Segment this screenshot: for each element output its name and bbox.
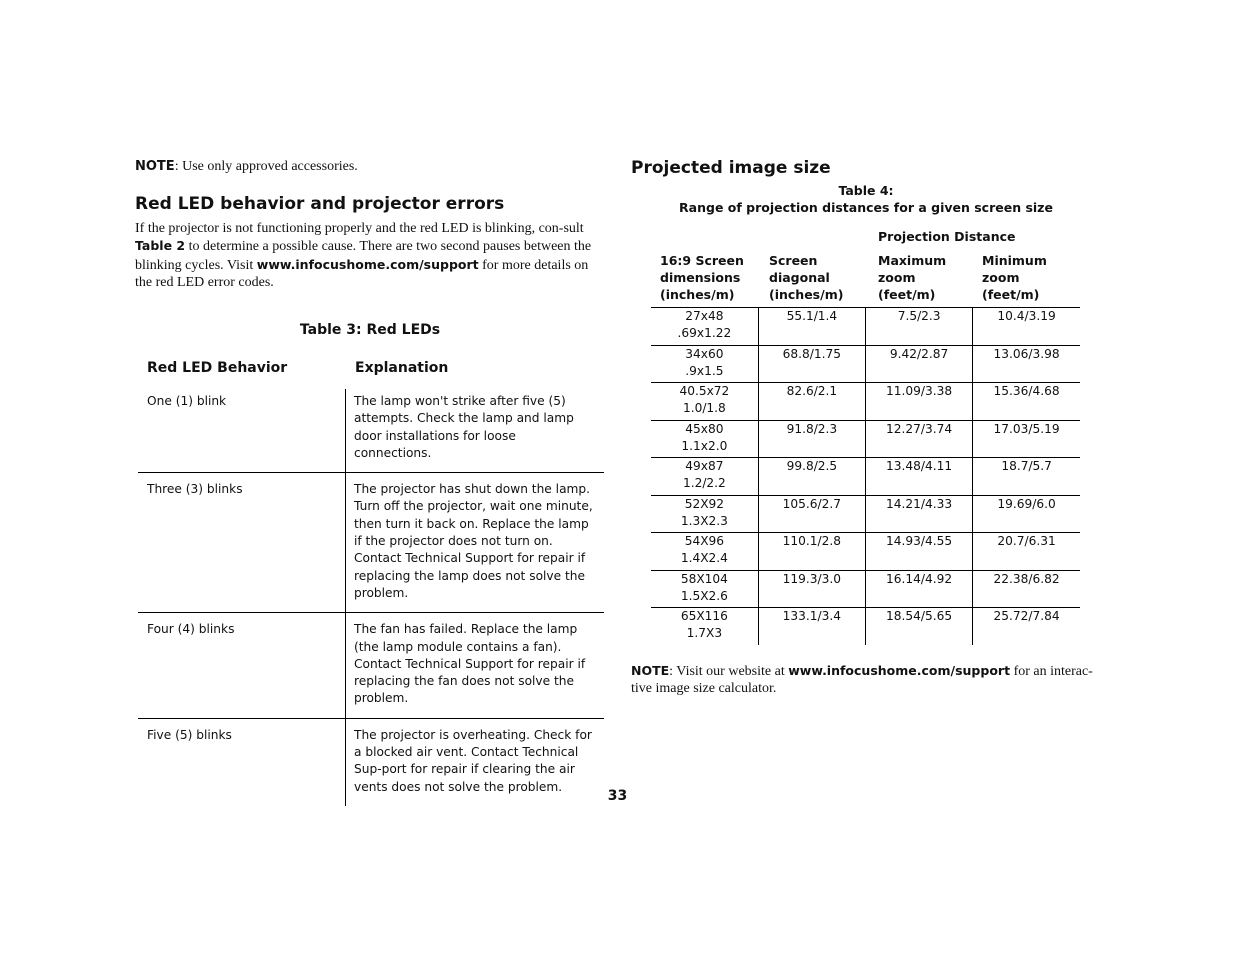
table-4-caption-line1: Table 4: [838,183,894,198]
min-zoom-cell: 13.06/3.98 [973,345,1080,383]
projection-distance-header: Projection Distance [878,229,1016,244]
col-header-line: diagonal [769,270,830,285]
led-behavior-cell: One (1) blink [147,394,227,408]
col-header-line: (inches/m) [660,287,735,302]
min-zoom-cell: 10.4/3.19 [973,308,1080,346]
led-explanation-cell: The lamp won't strike after five (5) attempts. Check the lamp and lamp door installations for loose connections. [346,389,605,473]
dimensions-meters: 1.0/1.8 [682,401,726,416]
max-zoom-cell: 14.93/4.55 [866,533,973,571]
col-header-line: Screen [769,253,818,268]
table-row [138,389,604,473]
col-header-line: (feet/m) [982,287,1040,302]
led-explanation-cell: The fan has failed. Replace the lamp (the lamp module contains a fan). Contact Technical Support for repair if replacing the fan does not solve the problem. [346,613,605,718]
table-3-caption: Table 3: Red LEDs [299,322,441,338]
table-row [651,383,1080,421]
led-behavior-cell: Three (3) blinks [138,473,346,613]
table-4-caption-line2: Range of projection distances for a given screen size [679,200,1053,215]
diagonal-cell: 91.8/2.3 [758,420,865,458]
max-zoom-cell: 9.42/2.87 [866,345,973,383]
section-heading-red-led: Red LED behavior and projector errors [135,194,505,214]
note-accessories [135,159,358,175]
col-header-line: Maximum [878,253,947,268]
min-zoom-cell: 19.69/6.0 [973,495,1080,533]
min-zoom-cell: 18.7/5.7 [973,458,1080,496]
col-header-line: 16:9 Screen [660,253,744,268]
para-table-ref: Table 2 [135,238,186,254]
dimensions-cell [651,533,758,571]
dimensions-inches: 54X96 [684,534,725,548]
dimensions-cell [651,383,758,421]
min-zoom-cell: 20.7/6.31 [973,533,1080,571]
note-text-1: : Visit our website at [669,664,789,679]
diagonal-cell: 99.8/2.5 [758,458,865,496]
para-text-2: to determine a possible cause. There are two second pauses between the blinking cycles. Visit [135,239,592,273]
table-row [651,608,1080,645]
diagonal-cell: 110.1/2.8 [758,533,865,571]
table-row [138,613,604,718]
max-zoom-cell: 13.48/4.11 [866,458,973,496]
note-calculator [631,662,1106,698]
dimensions-cell [651,495,758,533]
table-row [651,420,1080,458]
para-text-1: If the projector is not functioning properly and the red LED is blinking, con-sult [135,221,584,236]
col-header-line: dimensions [660,270,741,285]
led-behavior-cell: Four (4) blinks [138,613,346,718]
col-header-line: zoom [982,270,1020,285]
dimensions-inches: 34x60 [685,346,724,361]
para-support-url: www.infocushome.com/support [256,256,479,272]
note-label: NOTE [631,663,670,678]
min-zoom-cell: 25.72/7.84 [973,608,1080,645]
diagonal-cell: 68.8/1.75 [758,345,865,383]
min-zoom-cell: 15.36/4.68 [973,383,1080,421]
min-zoom-cell: 22.38/6.82 [973,570,1080,608]
page-number: 33 [607,788,628,804]
dimensions-cell [651,608,758,645]
dimensions-inches: 45x80 [685,421,724,436]
led-explanation-cell: The projector is overheating. Check for a blocked air vent. Contact Technical Sup-port for repair if clearing the air vents does not solve the problem. [346,718,605,806]
dimensions-cell [651,458,758,496]
table-row [651,495,1080,533]
note-text: : Use only approved accessories. [174,159,358,174]
dimensions-meters: 1.5X2.6 [680,588,728,603]
table-3-header-behavior: Red LED Behavior [147,360,288,376]
dimensions-inches: 27x48 [685,309,724,323]
diagonal-cell: 133.1/3.4 [758,608,865,645]
col-header-diagonal [769,252,843,303]
dimensions-cell [651,345,758,383]
col-header-line: (inches/m) [769,287,844,302]
dimensions-cell [651,570,758,608]
table-row [651,345,1080,383]
note-support-url: www.infocushome.com/support [788,663,1011,678]
max-zoom-cell: 11.09/3.38 [866,383,973,421]
dimensions-meters: 1.1x2.0 [681,438,728,453]
para-text-3: for more details on the red LED error codes. [135,257,589,290]
table-row [138,473,604,613]
table-row [651,570,1080,608]
dimensions-inches: 49x87 [685,459,724,473]
led-explanation-cell: The projector has shut down the lamp. Turn off the projector, wait one minute, then turn it back on. Replace the lamp if the projector does not turn on. Contact Technical Support for repair if replacing the lamp does not solve the problem. [346,473,605,613]
image-size-table [651,307,1080,645]
col-header-line: zoom [878,270,916,285]
min-zoom-cell: 17.03/5.19 [973,420,1080,458]
dimensions-meters: 1.3X2.3 [680,513,728,528]
table-3-header-explanation: Explanation [355,360,449,376]
section-heading-projected-size: Projected image size [631,158,831,178]
diagonal-cell: 82.6/2.1 [758,383,865,421]
table-4-caption [651,182,1081,216]
note-text-2: for an interac-tive image size calculator. [631,664,1093,697]
red-led-paragraph [135,220,605,291]
max-zoom-cell: 12.27/3.74 [866,420,973,458]
dimensions-meters: .9x1.5 [685,363,724,378]
max-zoom-cell: 16.14/4.92 [866,570,973,608]
max-zoom-cell: 7.5/2.3 [866,308,973,346]
dimensions-cell [651,420,758,458]
dimensions-inches: 52X92 [684,496,725,511]
dimensions-inches: 58X104 [680,571,728,586]
dimensions-cell [651,308,758,346]
table-row [651,533,1080,571]
dimensions-meters: 1.4X2.4 [680,551,728,566]
diagonal-cell: 55.1/1.4 [758,308,865,346]
table-row [651,308,1080,346]
led-behavior-cell: Five (5) blinks [138,718,346,806]
diagonal-cell: 119.3/3.0 [758,570,865,608]
note-label: NOTE [135,159,175,174]
table-row [651,458,1080,496]
diagonal-cell: 105.6/2.7 [758,495,865,533]
dimensions-meters: 1.7X3 [686,626,723,641]
red-led-table [138,389,604,806]
col-header-min-zoom [982,252,1047,303]
col-header-line: (feet/m) [878,287,936,302]
dimensions-inches: 65X116 [680,609,728,623]
max-zoom-cell: 14.21/4.33 [866,495,973,533]
dimensions-inches: 40.5x72 [679,384,730,398]
dimensions-meters: .69x1.22 [677,326,732,341]
col-header-dimensions [660,252,744,303]
dimensions-meters: 1.2/2.2 [682,476,726,491]
max-zoom-cell: 18.54/5.65 [866,608,973,645]
col-header-line: Minimum [982,253,1047,268]
col-header-max-zoom [878,252,946,303]
